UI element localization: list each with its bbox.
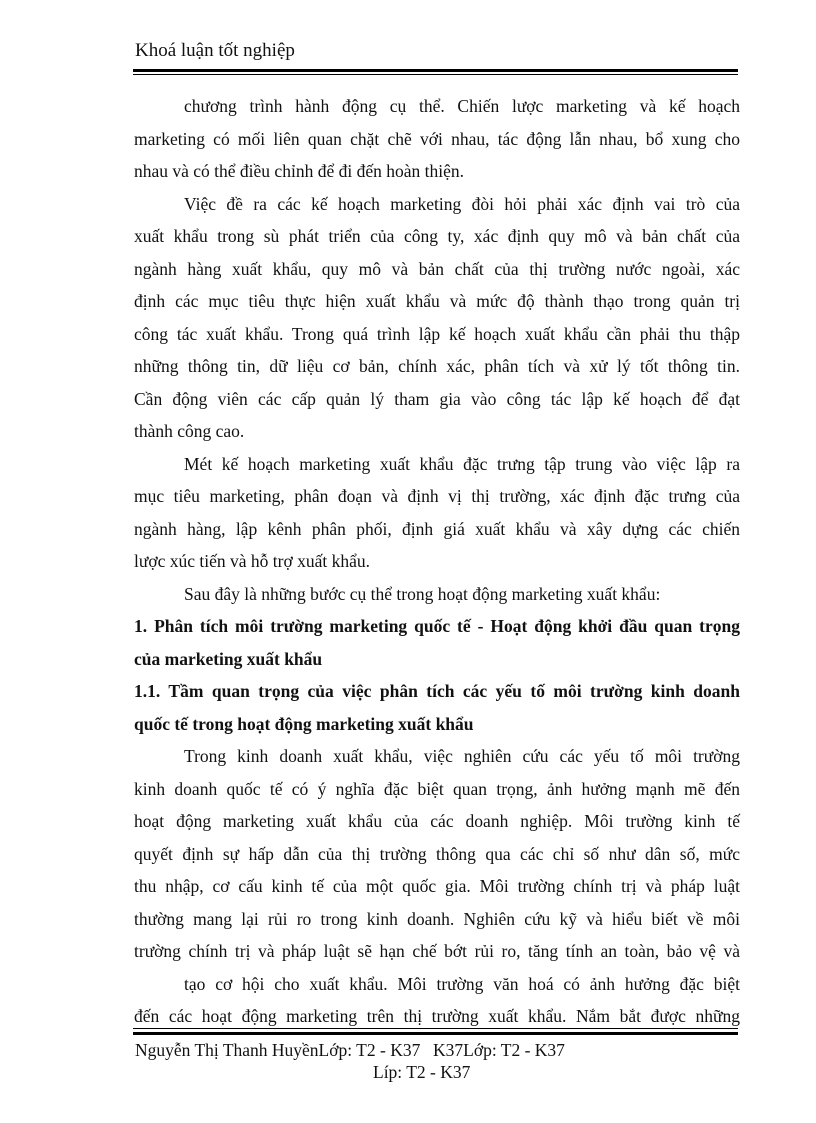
text-line: xuất khẩu trong sù phát triển của công ty, xác định quy mô và bản chất của bbox=[134, 226, 740, 246]
footer-rule-thick bbox=[133, 1032, 738, 1035]
footer-class: Líp: T2 - K37 bbox=[373, 1062, 471, 1082]
text-line: thành công cao. bbox=[134, 421, 245, 441]
text-line: Trong kinh doanh xuất khẩu, việc nghiên cứu các yếu tố môi trường bbox=[184, 746, 740, 766]
footer-rule-thin bbox=[133, 1028, 738, 1029]
text-line: thu nhập, cơ cấu kinh tế của một quốc gia. Môi trường chính trị và pháp luật bbox=[134, 876, 740, 896]
text-line: mục tiêu marketing, phân đoạn và định vị thị trường, xác định đặc trưng của bbox=[134, 486, 740, 506]
text-line: định các mục tiêu thực hiện xuất khẩu và mức độ thành thạo trong quản trị bbox=[134, 291, 740, 311]
text-line: Việc đề ra các kế hoạch marketing đòi hỏi phải xác định vai trò của bbox=[184, 193, 740, 214]
footer-author-class: Nguyễn Thị Thanh HuyềnLớp: T2 - K37 bbox=[135, 1040, 421, 1060]
text-line: công tác xuất khẩu. Trong quá trình lập kế hoạch xuất khẩu cần phải thu thập bbox=[134, 323, 740, 344]
header-rule-thick bbox=[133, 69, 738, 72]
text-line: Sau đây là những bước cụ thể trong hoạt động marketing xuất khẩu: bbox=[184, 583, 661, 604]
subsection-heading-line: 1.1. Tầm quan trọng của việc phân tích các yếu tố môi trường kinh doanh bbox=[134, 681, 740, 701]
header-title: Khoá luận tốt nghiệp bbox=[135, 40, 295, 61]
text-line: lược xúc tiến và hỗ trợ xuất khẩu. bbox=[134, 551, 370, 571]
text-line: đến các hoạt động marketing trên thị trường xuất khẩu. Nắm bắt được những bbox=[134, 1006, 740, 1026]
text-line: ngành hàng, lập kênh phân phối, định giá xuất khẩu và xây dựng các chiến bbox=[134, 518, 740, 539]
text-line: tạo cơ hội cho xuất khẩu. Môi trường văn hoá có ảnh hưởng đặc biệt bbox=[184, 973, 740, 994]
text-line: trường chính trị và pháp luật sẽ hạn chế bớt rủi ro, tăng tính an toàn, bảo vệ và bbox=[134, 941, 740, 961]
text-line: nhau và có thể điều chỉnh để đi đến hoàn thiện. bbox=[134, 161, 464, 181]
footer-overlap-class: K37Lớp: T2 - K37 bbox=[433, 1040, 565, 1060]
text-line: marketing có mối liên quan chặt chẽ với nhau, tác động lẫn nhau, bổ xung cho bbox=[134, 128, 740, 149]
section-heading-line: 1. Phân tích môi trường marketing quốc tế - Hoạt động khởi đầu quan trọng bbox=[134, 616, 740, 636]
text-line: những thông tin, dữ liệu cơ bản, chính xác, phân tích và xử lý tốt thông tin. bbox=[134, 356, 740, 376]
subsection-heading-line: quốc tế trong hoạt động marketing xuất khẩu bbox=[134, 713, 474, 734]
text-line: Cần động viên các cấp quản lý tham gia vào công tác lập kế hoạch để đạt bbox=[134, 388, 740, 409]
text-line: ngành hàng xuất khẩu, quy mô và bản chất của thị trường nước ngoài, xác bbox=[134, 258, 740, 279]
text-line: Mét kế hoạch marketing xuất khẩu đặc trưng tập trung vào việc lập ra bbox=[184, 453, 740, 474]
header-rule-thin bbox=[133, 74, 738, 75]
body-text bbox=[134, 90, 740, 1033]
text-line: chương trình hành động cụ thể. Chiến lược marketing và kế hoạch bbox=[184, 96, 740, 116]
text-line: quyết định sự hấp dẫn của thị trường thông qua các chỉ số như dân số, mức bbox=[134, 843, 740, 864]
text-line: kinh doanh quốc tế có ý nghĩa đặc biệt quan trọng, ảnh hưởng mạnh mẽ đến bbox=[134, 778, 740, 799]
text-line: thường mang lại rủi ro trong kinh doanh. Nghiên cứu kỹ và hiểu biết về môi bbox=[134, 908, 740, 929]
section-heading-line: của marketing xuất khẩu bbox=[134, 648, 323, 669]
text-line: hoạt động marketing xuất khẩu của các doanh nghiệp. Môi trường kinh tế bbox=[134, 811, 740, 831]
